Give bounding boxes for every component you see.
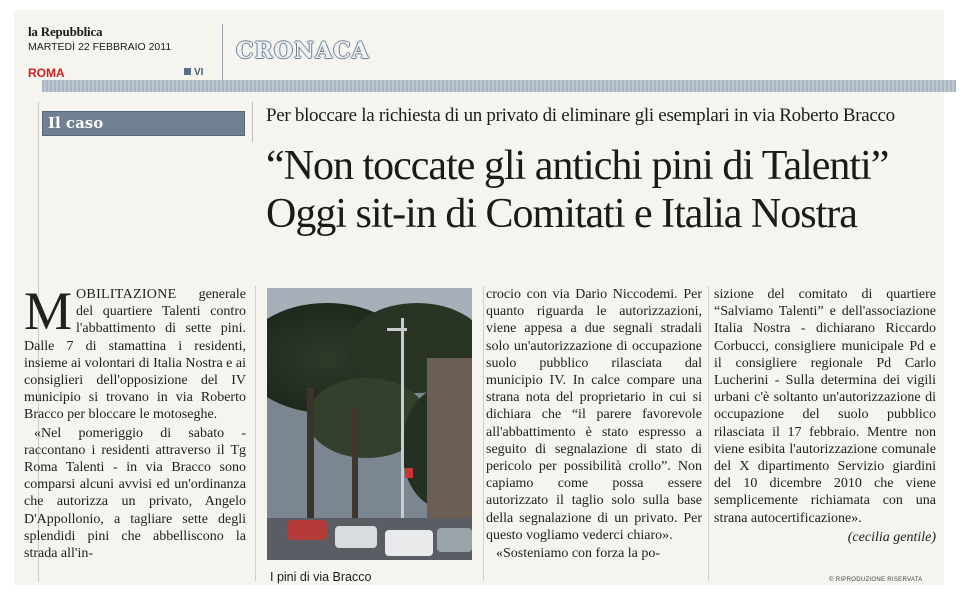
- street-pines-image: [267, 288, 472, 560]
- header-divider: [222, 24, 223, 82]
- page-number: [184, 67, 203, 78]
- newspaper-page: [14, 10, 944, 585]
- paragraph-text: crocio con via Dario Niccodemi. Per quanto riguarda le autorizzazioni, viene appesa a due segnali stradali solo un'autorizzazione di occupazione suolo pubblico rilasciata dal municipio IV. In calce compare una strana nota del proprietario in cui si dichiara che “il parere favorevole all'abbattimento è stato espresso a seguito di segnalazione di stato di pericolo per possibilità crollo”. Non capiamo come possa essere autorizzato il taglio solo sulla base della segnalazione di un privato. Per questo vogliamo vederci chiaro».: [486, 287, 702, 543]
- drop-cap: M: [24, 281, 73, 341]
- article-column-1: [24, 281, 246, 563]
- paragraph-text: «Nel pomeriggio di sabato - raccontano i residenti attraverso il Tg Roma Talenti - in via Bracco sono comparsi alcuni avvisi ed un'ordinanza che autorizza un privato, Angelo D'Appollonio, a tagliare sette degli splendidi pini che abbelliscono la strada all'in-: [24, 425, 246, 562]
- article-column-3: [714, 286, 936, 546]
- paragraph-text: sizione del comitato di quartiere “Salviamo Talenti” e dell'associazione Italia Nostra - dichiarano Riccardo Corbucci, consigliere municipale Pd e il consigliere regionale Pd Carlo Lucherini - Sulla determina dei vigili urbani c'è soltanto un'autorizzazione di occupazione del suolo pubblico rilasciata il 17 febbraio. Mentre non viene esibita l'autorizzazione comunale del X dipartimento Servizio giardini del 10 dicembre 2010 che viene semplicemente richiamata con una strana autocertificazione».: [714, 287, 936, 526]
- copyright-notice: © RIPRODUZIONE RISERVATA: [829, 577, 923, 583]
- photo-caption: I pini di via Bracco: [270, 570, 372, 584]
- lead-word: OBILITAZIONE: [76, 287, 177, 302]
- masthead: [28, 24, 171, 53]
- article-column-2: [486, 286, 702, 563]
- article-headline: [266, 142, 946, 238]
- article-subhead: Per bloccare la richiesta di un privato di eliminare gli esemplari in via Roberto Bracco: [266, 105, 895, 126]
- header-stripe: [42, 80, 956, 92]
- column-divider: [708, 286, 709, 581]
- column-divider: [483, 286, 484, 581]
- kicker-label: Il caso: [42, 111, 245, 136]
- square-bullet-icon: [184, 68, 191, 75]
- newspaper-name: la Repubblica: [28, 24, 103, 39]
- publication-date: MARTEDÌ 22 FEBBRAIO 2011: [28, 41, 172, 53]
- city-edition: ROMA: [28, 66, 65, 80]
- headline-line-1: “Non toccate gli antichi pini di Talenti”: [266, 143, 889, 189]
- paragraph-text: «Sosteniamo con forza la po-: [496, 546, 661, 562]
- page-number-label: VI: [194, 67, 204, 78]
- section-title: CRONACA: [236, 38, 370, 64]
- paragraph-text: generale del quartiere Talenti contro l'abbattimento di sette pini. Dalle 7 di stamattina i residenti, insieme ai volontari di Italia Nostra e ai consiglieri dell'opposizione del IV municipio si trovano in via Roberto Bracco per bloccare le motoseghe.: [24, 287, 246, 423]
- headline-line-2: Oggi sit-in di Comitati e Italia Nostra: [266, 191, 857, 237]
- article-photo: [267, 288, 472, 560]
- kicker-divider: [252, 102, 253, 142]
- column-divider: [255, 286, 256, 581]
- author-signature: (cecilia gentile): [847, 529, 936, 545]
